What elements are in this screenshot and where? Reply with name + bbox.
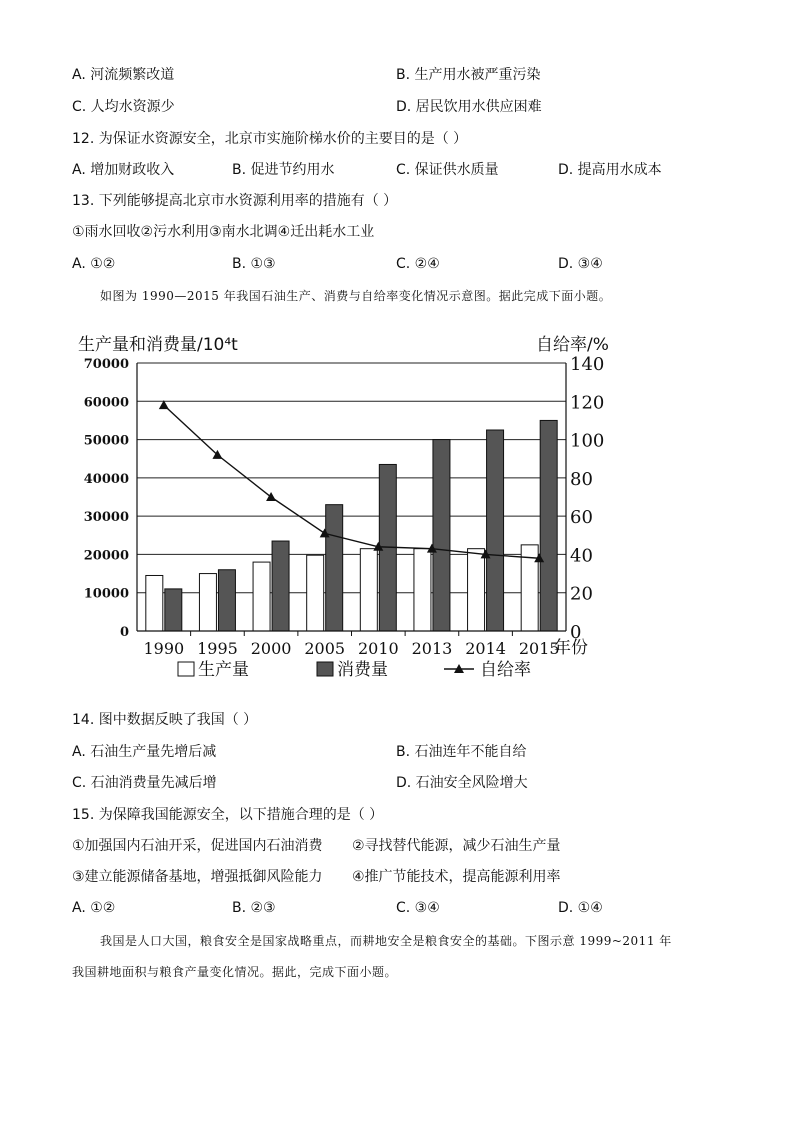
- x-tick-label: 2000: [250, 639, 292, 658]
- production-bar: [199, 574, 216, 631]
- q12-stem: 12. 为保证水资源安全，北京市实施阶梯水价的主要目的是（ ）: [72, 131, 468, 147]
- intro2-line2: 我国耕地面积与粮食产量变化情况。据此，完成下面小题。: [72, 965, 398, 979]
- q15-option-d: D. ①④: [558, 900, 603, 916]
- self-sufficiency-line: [164, 405, 539, 558]
- right-tick-label: 60: [570, 507, 593, 529]
- legend-label-self-sufficiency: 自给率: [480, 660, 531, 680]
- right-tick-label: 20: [570, 583, 593, 605]
- x-tick-label: 2015: [518, 639, 560, 658]
- right-tick-label: 80: [570, 468, 593, 490]
- q11-option-b: B. 生产用水被严重污染: [396, 67, 541, 83]
- q11-option-c: C. 人均水资源少: [72, 99, 175, 115]
- self-sufficiency-point: [266, 492, 276, 501]
- q15-option-a: A. ①②: [72, 900, 116, 916]
- q15-stem: 15. 为保障我国能源安全，以下措施合理的是（ ）: [72, 807, 384, 823]
- production-bar: [146, 575, 163, 631]
- q15-item-1: ①加强国内石油开采，促进国内石油消费: [72, 838, 323, 854]
- consumption-bar: [218, 570, 235, 631]
- right-axis-label: 自给率/%: [536, 335, 609, 355]
- left-tick-label: 50000: [83, 433, 129, 449]
- x-tick-label: 1995: [197, 639, 238, 658]
- q11-option-a: A. 河流频繁改道: [72, 67, 175, 83]
- legend-label-consumption: 消费量: [337, 660, 388, 680]
- q15-option-b: B. ②③: [232, 900, 276, 916]
- legend-swatch-production: [178, 662, 194, 676]
- consumption-bar: [165, 589, 182, 631]
- q13-option-d: D. ③④: [558, 256, 603, 272]
- production-bar: [307, 555, 324, 631]
- x-tick-label: 2010: [357, 639, 399, 658]
- production-bar: [253, 562, 270, 631]
- right-tick-label: 140: [570, 354, 605, 375]
- x-axis-label: 年份: [554, 638, 588, 658]
- q12-option-a: A. 增加财政收入: [72, 162, 175, 178]
- consumption-bar: [433, 440, 450, 631]
- consumption-bar: [540, 420, 557, 631]
- intro2-line1: 我国是人口大国，粮食安全是国家战略重点，而耕地安全是粮食安全的基础。下图示意 1999~2011 年: [100, 934, 672, 948]
- oil-chart: [72, 326, 632, 690]
- q15-item-3: ③建立能源储备基地，增强抵御风险能力: [72, 869, 323, 885]
- q15-item-4: ④推广节能技术，提高能源利用率: [352, 869, 561, 885]
- q14-stem: 14. 图中数据反映了我国（ ）: [72, 712, 258, 728]
- consumption-bar: [326, 505, 343, 631]
- q14-option-a: A. 石油生产量先增后减: [72, 744, 217, 760]
- q12-option-c: C. 保证供水质量: [396, 162, 499, 178]
- production-bar: [414, 549, 431, 631]
- q14-option-b: B. 石油连年不能自给: [396, 744, 527, 760]
- x-tick-label: 2014: [465, 639, 506, 658]
- left-tick-label: 10000: [83, 586, 129, 602]
- q14-option-d: D. 石油安全风险增大: [396, 775, 528, 791]
- consumption-bar: [487, 430, 504, 631]
- q13-stem: 13. 下列能够提高北京市水资源利用率的措施有（ ）: [72, 193, 398, 209]
- left-tick-label: 70000: [83, 357, 129, 372]
- production-bar: [360, 549, 377, 631]
- production-bar: [468, 549, 485, 631]
- left-axis-label: 生产量和消费量/10⁴t: [78, 335, 238, 355]
- q13-items: ①雨水回收②污水利用③南水北调④迁出耗水工业: [72, 224, 375, 240]
- q13-option-c: C. ②④: [396, 256, 440, 272]
- right-tick-label: 40: [570, 545, 593, 567]
- legend-swatch-consumption: [317, 662, 333, 676]
- left-tick-label: 60000: [83, 395, 129, 411]
- left-tick-label: 0: [119, 625, 129, 640]
- q11-option-d: D. 居民饮用水供应困难: [396, 99, 542, 115]
- right-tick-label: 100: [570, 430, 605, 452]
- q13-option-a: A. ①②: [72, 256, 116, 272]
- q12-option-d: D. 提高用水成本: [558, 162, 662, 178]
- q14-option-c: C. 石油消费量先减后增: [72, 775, 217, 791]
- right-tick-label: 0: [570, 622, 582, 643]
- x-tick-label: 2013: [411, 639, 453, 658]
- x-tick-label: 1990: [143, 639, 185, 658]
- chart-intro: 如图为 1990—2015 年我国石油生产、消费与自给率变化情况示意图。据此完成下面小题。: [100, 289, 612, 303]
- right-tick-label: 120: [570, 392, 605, 414]
- left-tick-label: 40000: [83, 471, 129, 487]
- q15-item-2: ②寻找替代能源，减少石油生产量: [352, 838, 561, 854]
- q12-option-b: B. 促进节约用水: [232, 162, 335, 178]
- consumption-bar: [272, 541, 289, 631]
- left-tick-label: 30000: [83, 510, 129, 526]
- q15-option-c: C. ③④: [396, 900, 440, 916]
- x-tick-label: 2005: [304, 639, 346, 658]
- legend-label-production: 生产量: [198, 660, 249, 680]
- q13-option-b: B. ①③: [232, 256, 276, 272]
- left-tick-label: 20000: [83, 548, 129, 564]
